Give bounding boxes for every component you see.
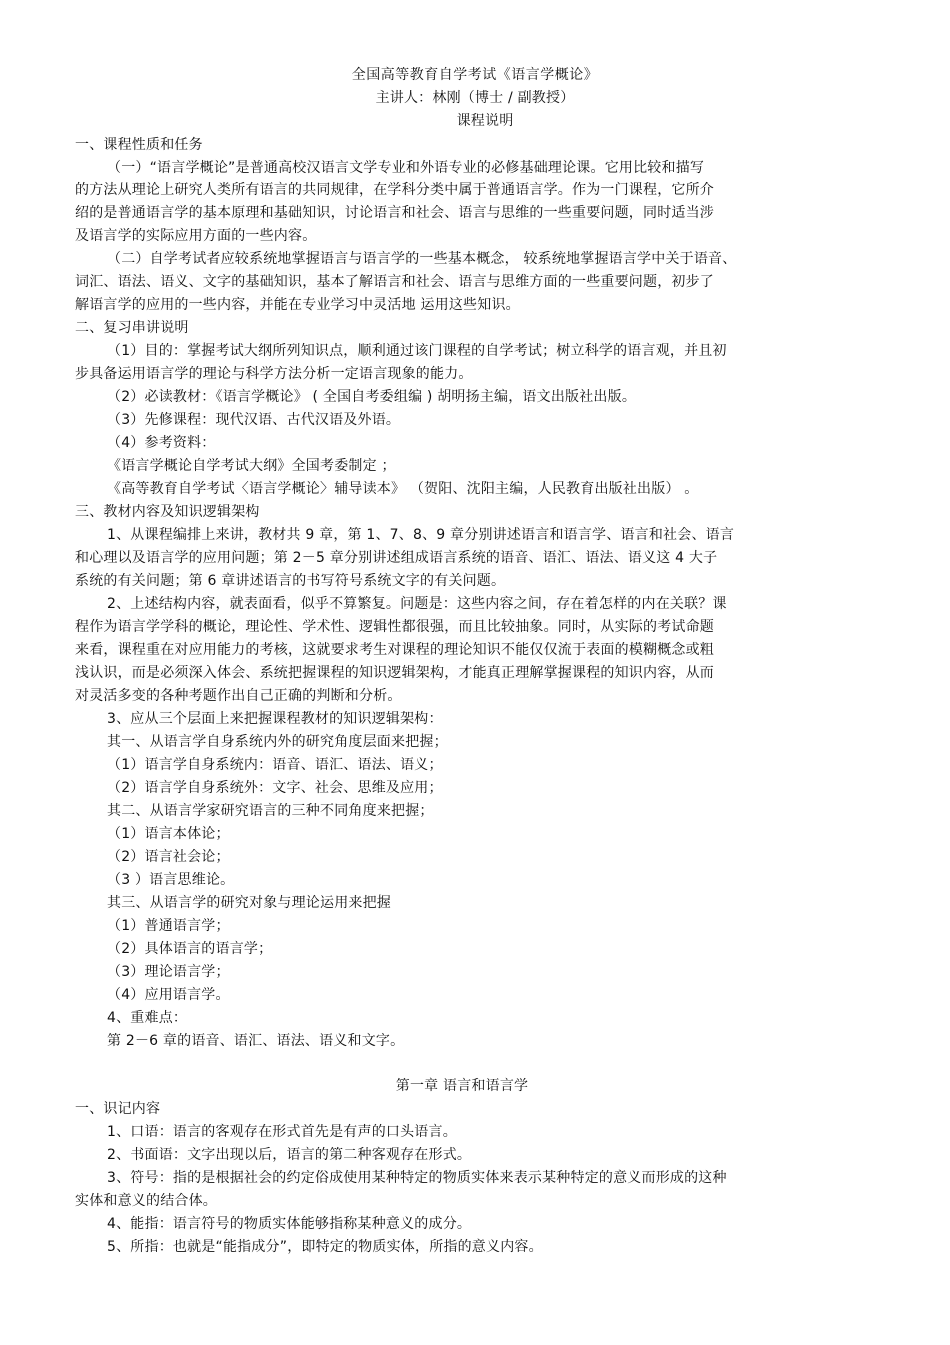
text-line: 及语言学的实际应用方面的一些内容。 [75,228,317,244]
list-item: （4）应用语言学。 [107,987,230,1003]
heading-1: 一、课程性质和任务 [75,137,203,153]
text-line: 1、从课程编排上来讲，教材共 9 章，第 1、7、8、9 章分别讲述语言和语言学、语言和社会、语言 [107,527,735,543]
text-line: （二）自学考试者应较系统地掌握语言与语言学的一些基本概念， 较系统地掌握语言学中关于语音、 [107,251,737,267]
list-item: （1）语言学自身系统内：语音、语汇、语法、语义； [107,757,443,773]
text-line: 其二、从语言学家研究语言的三种不同角度来把握； [107,803,434,819]
text-line: 《高等教育自学考试〈语言学概论〉辅导读本》 （贺阳、沈阳主编，人民教育出版社出版） 。 [107,481,699,497]
text-line: （3）先修课程：现代汉语、古代汉语及外语。 [107,412,401,428]
heading-2: 二、复习串讲说明 [75,320,189,336]
text-line: 步具备运用语言学的理论与科学方法分析一定语言现象的能力。 [75,366,473,382]
heading-3: 三、教材内容及知识逻辑架构 [75,504,260,520]
text-line: 绍的是普通语言学的基本原理和基础知识，讨论语言和社会、语言与思维的一些重要问题，同时适当涉 [75,205,714,221]
list-item: （3）理论语言学； [107,964,230,980]
text-line: 3、符号：指的是根据社会的约定俗成使用某种特定的物质实体来表示某种特定的意义而形成的这种 [107,1170,727,1186]
text-line: 程作为语言学学科的概论，理论性、学术性、逻辑性都很强，而且比较抽象。同时，从实际的考试命题 [75,619,714,635]
chapter-title: 第一章 语言和语言学 [395,1078,529,1094]
text-line: 实体和意义的结合体。 [75,1193,217,1209]
list-item: （3 ）语言思维论。 [107,872,235,888]
text-line: 第 2－6 章的语音、语汇、语法、语义和文字。 [107,1033,405,1049]
list-item: （1）普通语言学； [107,918,230,934]
text-line: 3、应从三个层面上来把握课程教材的知识逻辑架构： [107,711,443,727]
text-line: 浅认识，而是必须深入体会、系统把握课程的知识逻辑架构，才能真正理解掌握课程的知识内容，从而 [75,665,714,681]
text-line: 《语言学概论自学考试大纲》全国考委制定 ； [107,458,396,474]
heading-section: 一、识记内容 [75,1101,161,1117]
text-line: （4）参考资料： [107,435,216,451]
text-line: 2、上述结构内容，就表面看，似乎不算繁复。问题是：这些内容之间，存在着怎样的内在关联？课 [107,596,727,612]
list-item: （2）具体语言的语言学； [107,941,273,957]
list-item: （1）语言本体论； [107,826,230,842]
text-line: 其三、从语言学的研究对象与理论运用来把握 [107,895,391,911]
text-line: （2）必读教材：《语言学概论》 ( 全国自考委组编 ) 胡明扬主编，语文出版社出版。 [107,389,637,405]
text-line: 5、所指：也就是“能指成分”，即特定的物质实体，所指的意义内容。 [107,1239,543,1255]
text-line: （一）“语言学概论”是普通高校汉语言文学专业和外语专业的必修基础理论课。它用比较和描写 [107,160,705,176]
list-item: （2）语言社会论； [107,849,230,865]
text-line: 来看，课程重在对应用能力的考核，这就要求考生对课程的理论知识不能仅仅流于表面的模糊概念或粗 [75,642,714,658]
text-line: （1）目的：掌握考试大纲所列知识点，顺利通过该门课程的自学考试；树立科学的语言观，并且初 [107,343,727,359]
text-line: 词汇、语法、语义、文字的基础知识，基本了解语言和社会、语言与思维方面的一些重要问题，初步了 [75,274,714,290]
text-line: 其一、从语言学自身系统内外的研究角度层面来把握； [107,734,448,750]
text-line: 4、能指：语言符号的物质实体能够指称某种意义的成分。 [107,1216,472,1232]
text-line: 1、口语：语言的客观存在形式首先是有声的口头语言。 [107,1124,457,1140]
list-item: （2）语言学自身系统外：文字、社会、思维及应用； [107,780,443,796]
text-line: 解语言学的应用的一些内容，并能在专业学习中灵活地 运用这些知识。 [75,297,520,313]
text-line: 对灵活多变的各种考题作出自己正确的判断和分析。 [75,688,402,704]
lecturer-line: 主讲人：林刚（博士 / 副教授） [375,90,575,106]
text-line: 和心理以及语言学的应用问题；第 2－5 章分别讲述组成语言系统的语音、语汇、语法、语义这 4 大子 [75,550,718,566]
section-subtitle: 课程说明 [456,113,514,129]
text-line: 的方法从理论上研究人类所有语言的共同规律，在学科分类中属于普通语言学。作为一门课程，它所介 [75,182,714,198]
text-line: 系统的有关问题；第 6 章讲述语言的书写符号系统文字的有关问题。 [75,573,506,589]
text-line: 4、重难点： [107,1010,188,1026]
text-line: 2、书面语：文字出现以后，语言的第二种客观存在形式。 [107,1147,472,1163]
document-title: 全国高等教育自学考试《语言学概论》 [351,67,599,83]
